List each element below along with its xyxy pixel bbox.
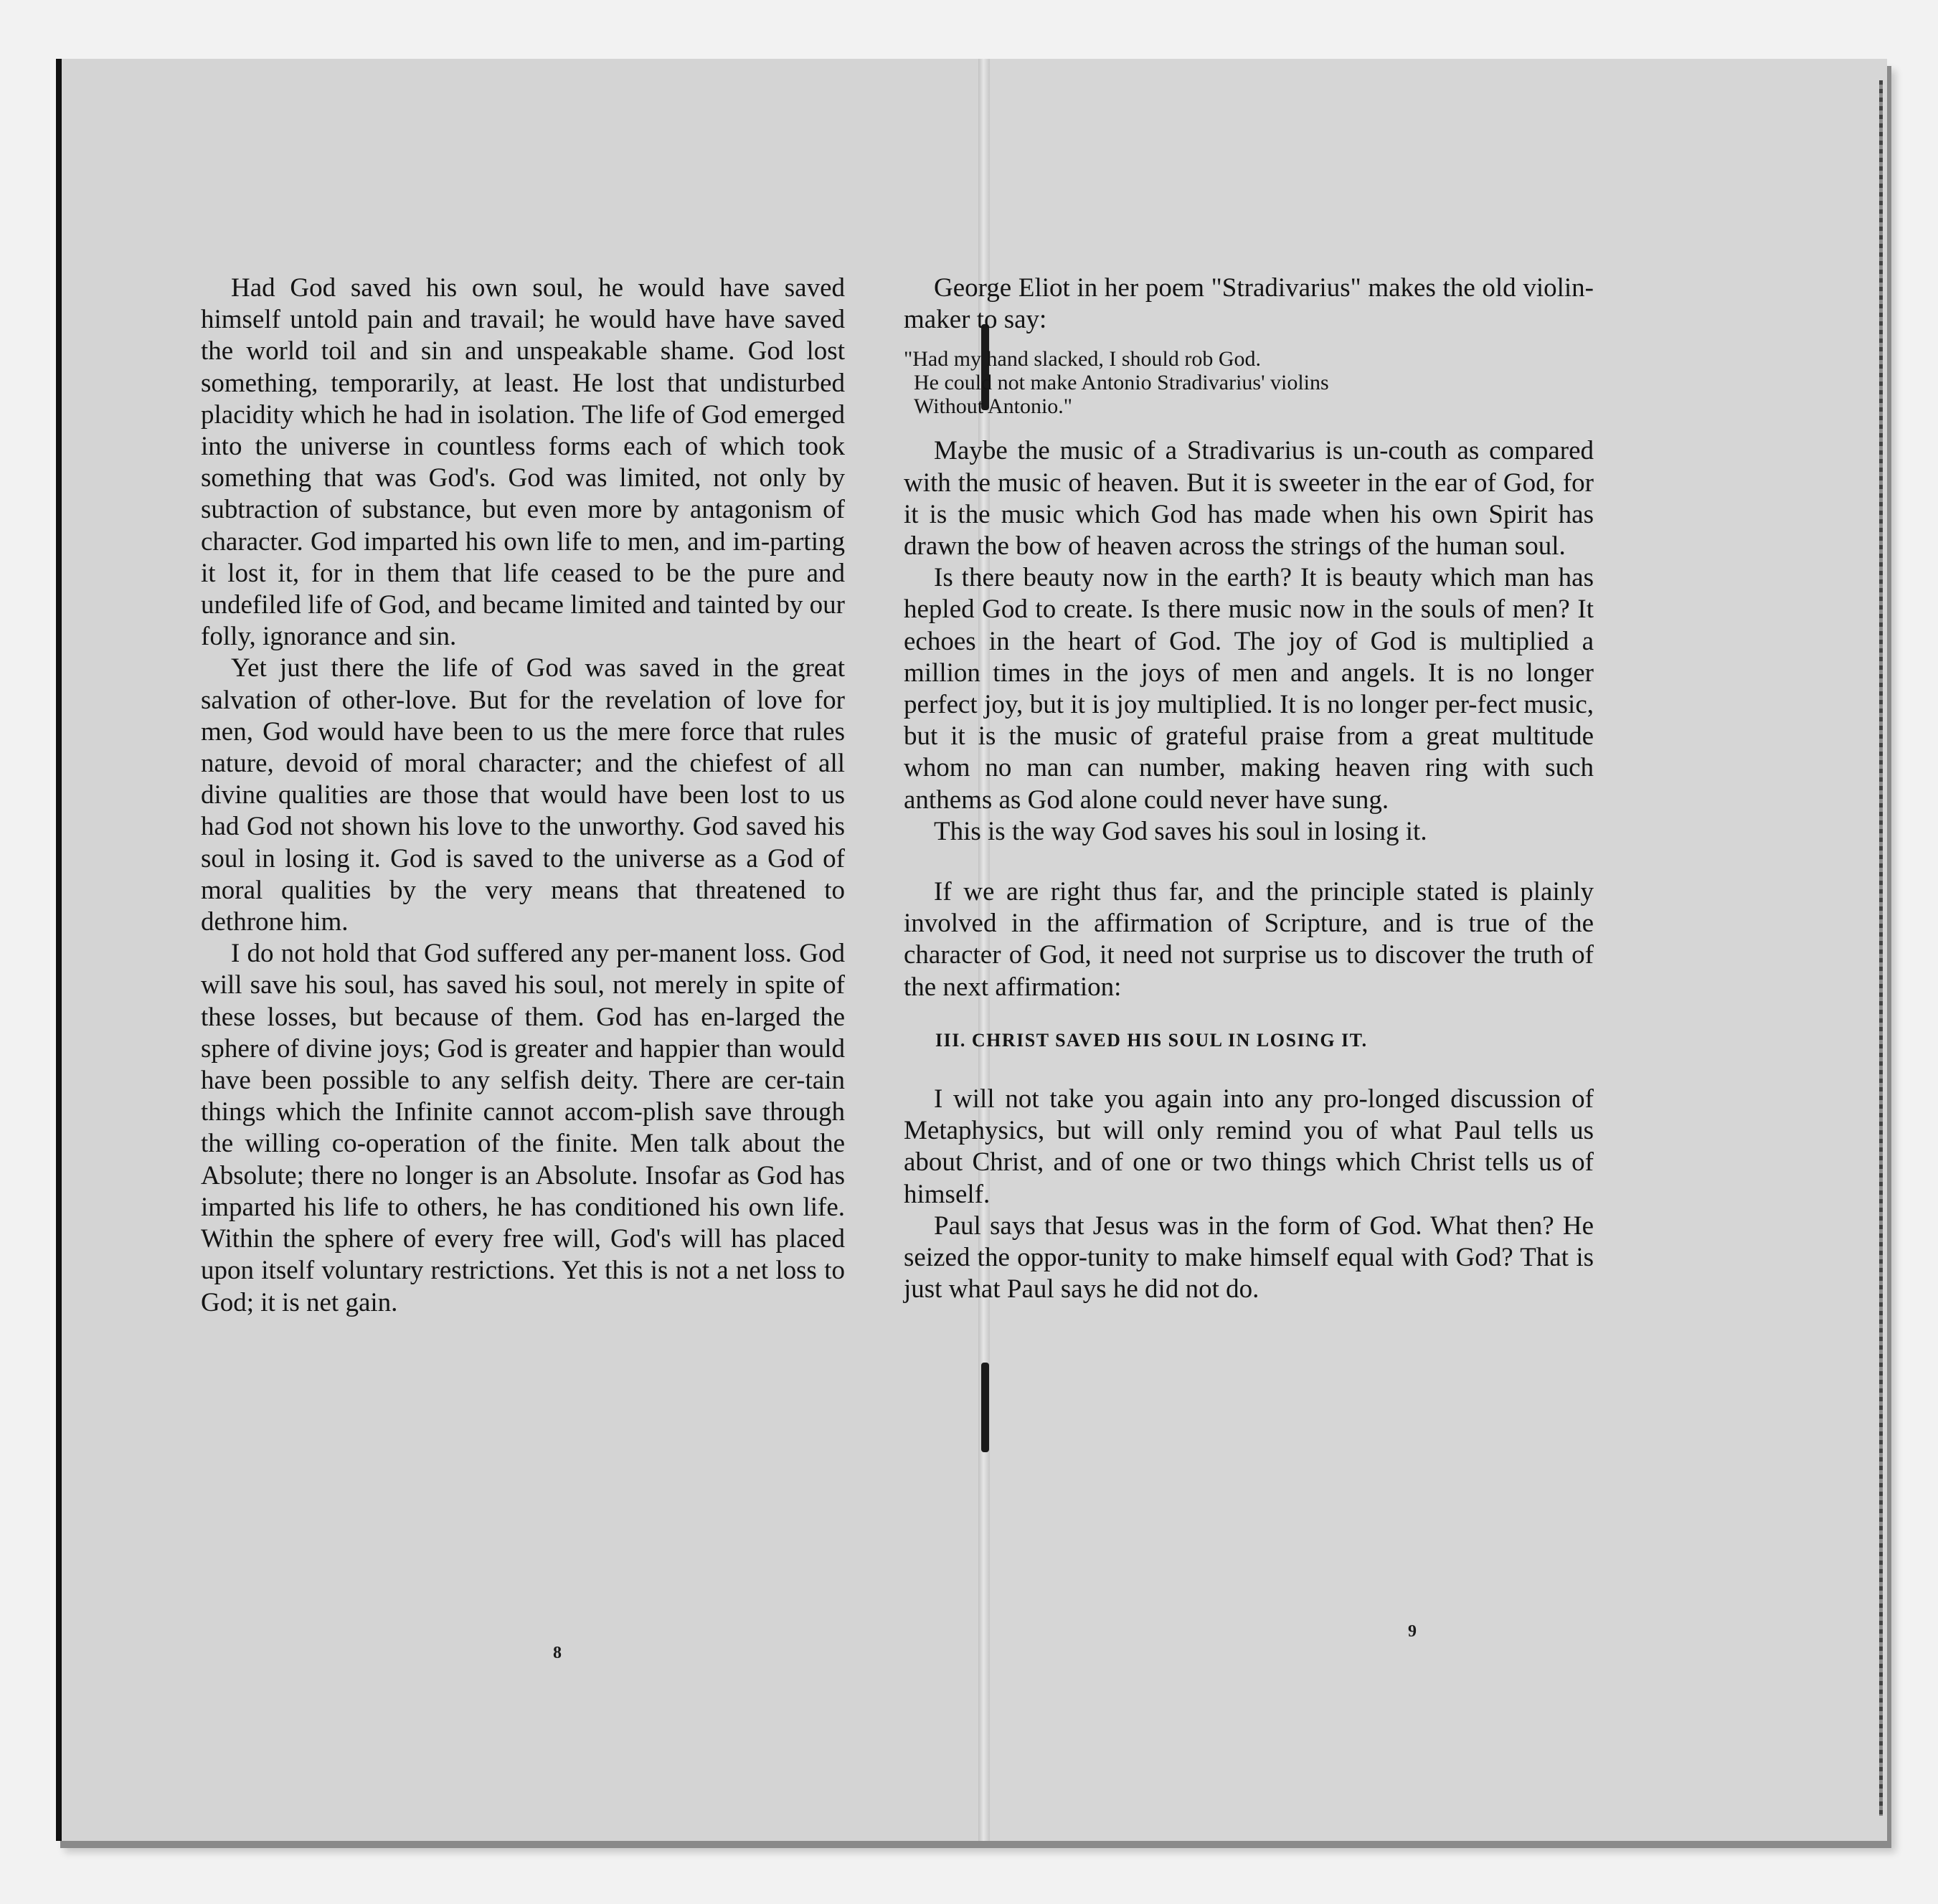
poem-quote [904, 347, 1594, 418]
paragraph: Yet just there the life of God was saved in the great salvation of other-love. But for the revelation of love for men, God would have been to us the mere force that rules nature, devoid of moral character; and the chiefest of all divine qualities are those that would have been lost to us had God not shown his love to the unworthy. God saved his soul in losing it. God is saved to the universe as a God of moral qualities by the very means that threatened to dethrone him. [201, 653, 845, 937]
right-page-text [904, 273, 1594, 1305]
quote-line: Without Antonio." [914, 394, 1073, 419]
paragraph: Paul says that Jesus was in the form of God. What then? He seized the oppor-tunity to make himself equal with God? That is just what Paul says he did not do. [904, 1211, 1594, 1304]
left-page-text [201, 273, 845, 1319]
intro-paragraph: George Eliot in her poem "Stradivarius" makes the old violin-maker to say: [904, 273, 1594, 335]
paragraph: Is there beauty now in the earth? It is beauty which man has hepled God to create. Is there music now in the souls of men? It echoes in the heart of God. The joy of God is multiplied a million times in the joys of men and angels. It is no longer perfect joy, but it is joy multiplied. It is no longer per-fect music, but it is the music of grateful praise from a great multitude whom no man can number, making heaven ring with such anthems as God alone could never have sung. [904, 563, 1594, 815]
paragraph: This is the way God saves his soul in losing it. [934, 816, 1427, 846]
paragraph: I do not hold that God suffered any per-manent loss. God will save his soul, has saved his soul, not merely in spite of these losses, but because of them. God has en-larged the sphere of divine joys; God is greater and happier than would have been possible to any selfish deity. There are cer-tain things which the Infinite cannot accom-plish save through the willing co-operation of the finite. Men talk about the Absolute; there no longer is an Absolute. Insofar as God has imparted his life to others, he has conditioned his own life. Within the sphere of every free will, God's will has placed upon itself voluntary restrictions. Yet this is not a net loss to God; it is net gain. [201, 939, 845, 1317]
page-edge [1879, 80, 1883, 1816]
paragraph: I will not take you again into any pro-longed discussion of Metaphysics, but will only remind you of what Paul tells us about Christ, and of one or two things which Christ tells us of himself. [904, 1084, 1594, 1209]
lower-staple [981, 1363, 989, 1452]
page-number-left: 8 [553, 1644, 562, 1662]
page-number-right: 9 [1408, 1622, 1417, 1641]
paragraph: Maybe the music of a Stradivarius is un-couth as compared with the music of heaven. But it is sweeter in the ear of God, for it is the music which God has made when his own Spirit has drawn the bow of heaven across the strings of the human soul. [904, 436, 1594, 562]
quote-line: He could not make Antonio Stradivarius' violins [914, 371, 1329, 395]
quote-line: "Had my hand slacked, I should rob God. [904, 347, 1261, 371]
paragraph: If we are right thus far, and the principle stated is plainly involved in the affirmation of Scripture, and is true of the character of God, it need not surprise us to discover the truth of the next affirmation: [904, 877, 1594, 1002]
paragraph: Had God saved his own soul, he would have saved himself untold pain and travail; he would have have saved the world toil and sin and unspeakable shame. God lost something, temporarily, at least. He lost that undisturbed placidity which he had in isolation. The life of God emerged into the universe in countless forms each of which took something that was God's. God was limited, not only by subtraction of substance, but even more by antagonism of character. God imparted his own life to men, and im-parting it lost it, for in them that life ceased to be the pure and undefiled life of God, and became limited and tainted by our folly, ignorance and sin. [201, 273, 845, 652]
section-heading: III. CHRIST SAVED HIS SOUL IN LOSING IT. [935, 1029, 1368, 1051]
